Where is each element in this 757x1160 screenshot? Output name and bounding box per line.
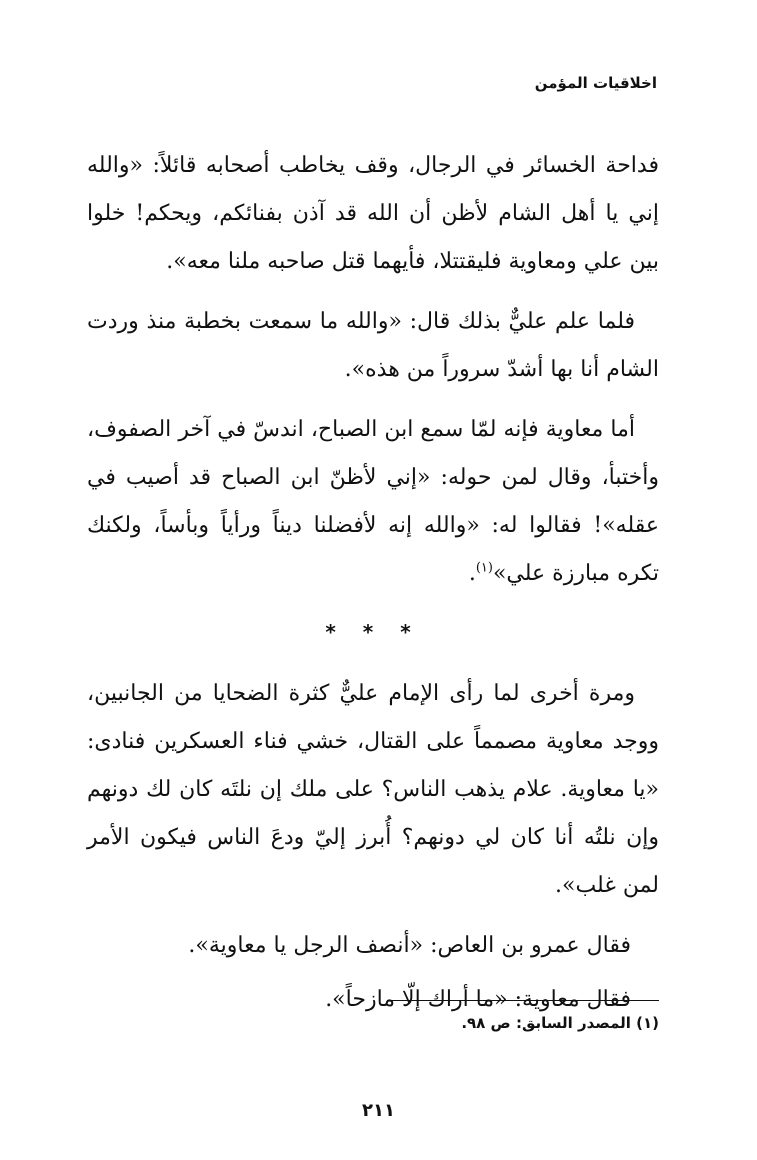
paragraph-5: فقال عمرو بن العاص: «أنصف الرجل يا معاوية». <box>188 933 631 958</box>
footnote: (١) المصدر السابق: ص ٩٨. <box>461 1014 659 1032</box>
page-number: ٢١١ <box>362 1100 395 1121</box>
paragraph-1: فداحة الخسائر في الرجال، وقف يخاطب أصحابه قائلاً: «والله إني يا أهل الشام لأظن أن الله قد آذن بفنائكم، ويحكم! خلوا بين علي ومعاوية فليقتتلا، فأيهما قتل صاحبه ملنا معه». <box>87 153 659 274</box>
running-header: اخلاقيات المؤمن <box>534 74 657 92</box>
paragraph-3-text: أما معاوية فإنه لمّا سمع ابن الصباح، اندسّ في آخر الصفوف، وأختبأ، وقال لمن حوله: «إني لأظنّ ابن الصباح قد أصيب في عقله»! فقالوا له: «والله إنه لأفضلنا ديناً ورأياً وبأساً، ولكنك تكره مبارزة علي» <box>87 417 659 586</box>
body-text <box>87 142 659 1030</box>
paragraph-3-end: . <box>468 561 476 586</box>
footnote-reference: (١) <box>475 560 493 576</box>
paragraph-4: ومرة أخرى لما رأى الإمام عليٌّ كثرة الضحايا من الجانبين، ووجد معاوية مصمماً على القتال، خشي فناء العسكرين فنادى: «يا معاوية. علام يذهب الناس؟ على ملك إن نلتَه كان لك دونهم وإن نلتُه أنا كان لي دونهم؟ أُبرز إليّ ودعَ الناس فيكون الأمر لمن غلب». <box>87 681 659 898</box>
footnote-divider <box>387 1000 659 1001</box>
paragraph-6: فقال معاوية: «ما أراك إلّا مازحاً». <box>325 987 631 1012</box>
paragraph-2: فلما علم عليٌّ بذلك قال: «والله ما سمعت بخطبة منذ وردت الشام أنا بها أشدّ سروراً من هذه». <box>87 309 659 382</box>
paragraph-3 <box>87 406 659 598</box>
section-separator: * * * <box>325 620 421 644</box>
